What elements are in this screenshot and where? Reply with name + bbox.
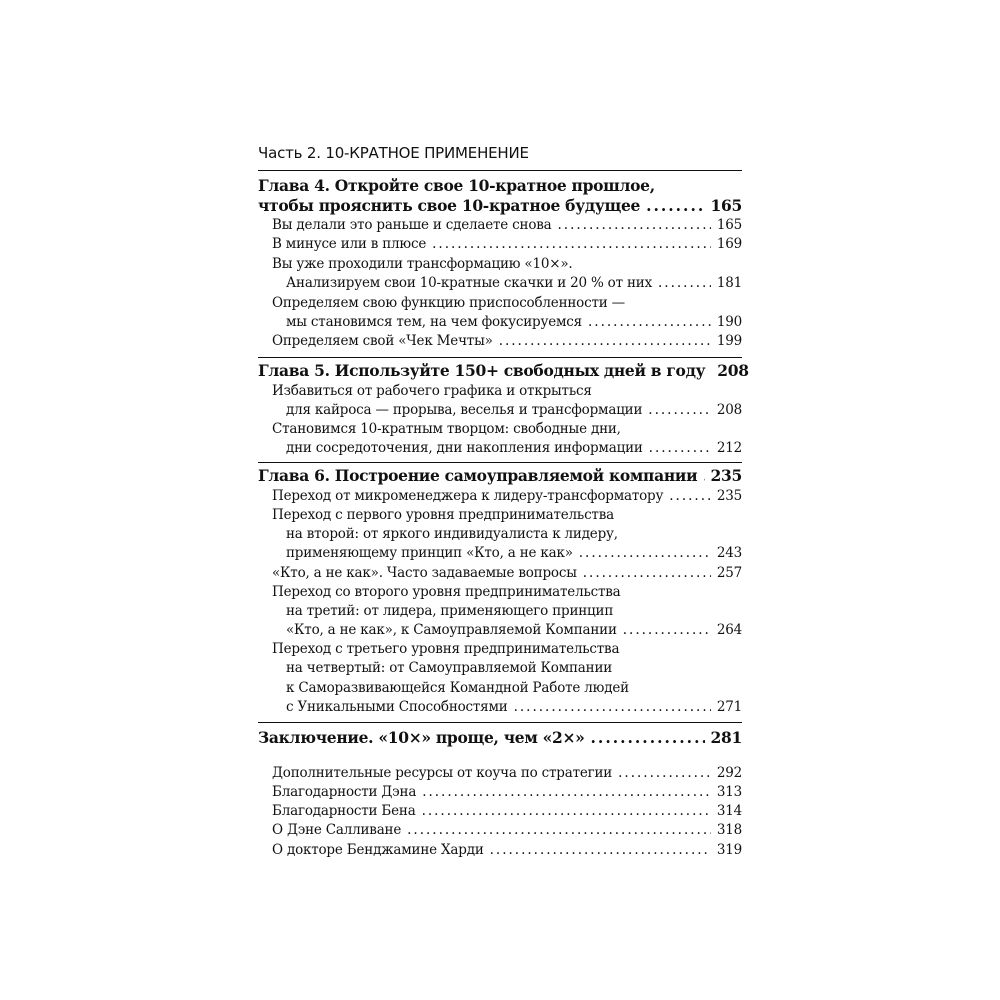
toc-entry-line2[interactable]: для кайроса — прорыва, веселья и трансформации ..... 208 xyxy=(258,402,742,418)
toc-entry-line2[interactable]: мы становимся тем, на чем фокусируемся ..... 190 xyxy=(258,314,742,330)
toc-entry-line2[interactable]: на четвертый: от Самоуправляемой Компании xyxy=(286,660,613,676)
divider xyxy=(258,170,742,171)
toc-entry-line1[interactable]: Определяем свою функцию приспособленности — xyxy=(272,295,625,311)
toc-entry[interactable]: В минусе или в плюсе ..... 169 xyxy=(258,236,742,252)
toc-entry-line2[interactable]: дни сосредоточения, дни накопления информации ..... 212 xyxy=(258,440,742,456)
toc-entry-line2[interactable]: Анализируем свои 10-кратные скачки и 20 % от них ..... 181 xyxy=(258,275,742,291)
toc-entry[interactable]: Дополнительные ресурсы от коуча по стратегии ..... 292 xyxy=(258,765,742,781)
toc-entry-line3[interactable]: к Саморазвивающейся Командной Работе людей xyxy=(286,680,629,696)
toc-entry-line1[interactable]: Избавиться от рабочего графика и открыться xyxy=(272,383,592,399)
toc-entry[interactable]: Благодарности Дэна ..... 313 xyxy=(258,784,742,800)
toc-entry-line3[interactable]: применяющему принцип «Кто, а не как» ..... 243 xyxy=(258,545,742,561)
toc-entry[interactable]: О докторе Бенджамине Харди ..... 319 xyxy=(258,842,742,858)
toc-entry-line1[interactable]: Становимся 10-кратным творцом: свободные дни, xyxy=(272,421,621,437)
divider xyxy=(258,357,742,358)
chapter-4-title-line2[interactable]: чтобы прояснить свое 10-кратное будущее ..... 165 xyxy=(258,196,742,215)
toc-entry[interactable]: Благодарности Бена ..... 314 xyxy=(258,803,742,819)
toc-entry-line1[interactable]: Переход с третьего уровня предпринимательства xyxy=(272,641,620,657)
toc-entry[interactable]: Вы делали это раньше и сделаете снова ..... 165 xyxy=(258,217,742,233)
toc-entry[interactable]: Определяем свой «Чек Мечты» ..... 199 xyxy=(258,333,742,349)
chapter-4-title-line1[interactable]: Глава 4. Откройте свое 10-кратное прошлое, xyxy=(258,176,655,195)
divider xyxy=(258,462,742,463)
divider xyxy=(258,722,742,723)
toc-entry-line2[interactable]: на второй: от яркого индивидуалиста к лидеру, xyxy=(286,526,618,542)
toc-entry-line1[interactable]: Переход с первого уровня предпринимательства xyxy=(272,507,614,523)
part-title: Часть 2. 10-КРАТНОЕ ПРИМЕНЕНИЕ xyxy=(258,144,529,162)
toc-entry[interactable]: Переход от микроменеджера к лидеру-трансформатору ..... 235 xyxy=(258,488,742,504)
toc-entry-line4[interactable]: с Уникальными Способностями ..... 271 xyxy=(258,699,742,715)
toc-entry-line3[interactable]: «Кто, а не как», к Самоуправляемой Компании ..... 264 xyxy=(258,622,742,638)
toc-entry-line1[interactable]: Вы уже проходили трансформацию «10×». xyxy=(272,256,573,272)
toc-entry-line2[interactable]: на третий: от лидера, применяющего принцип xyxy=(286,603,614,619)
conclusion-title[interactable]: Заключение. «10×» проще, чем «2×» ..... 281 xyxy=(258,728,742,747)
toc-entry-line1[interactable]: Переход со второго уровня предпринимательства xyxy=(272,584,621,600)
toc-entry[interactable]: О Дэне Салливане ..... 318 xyxy=(258,822,742,838)
chapter-6-title[interactable]: Глава 6. Построение самоуправляемой компании ..... 235 xyxy=(258,466,742,485)
toc-entry[interactable]: «Кто, а не как». Часто задаваемые вопросы ..... 257 xyxy=(258,565,742,581)
chapter-5-title[interactable]: Глава 5. Используйте 150+ свободных дней в году 208 xyxy=(258,361,749,380)
